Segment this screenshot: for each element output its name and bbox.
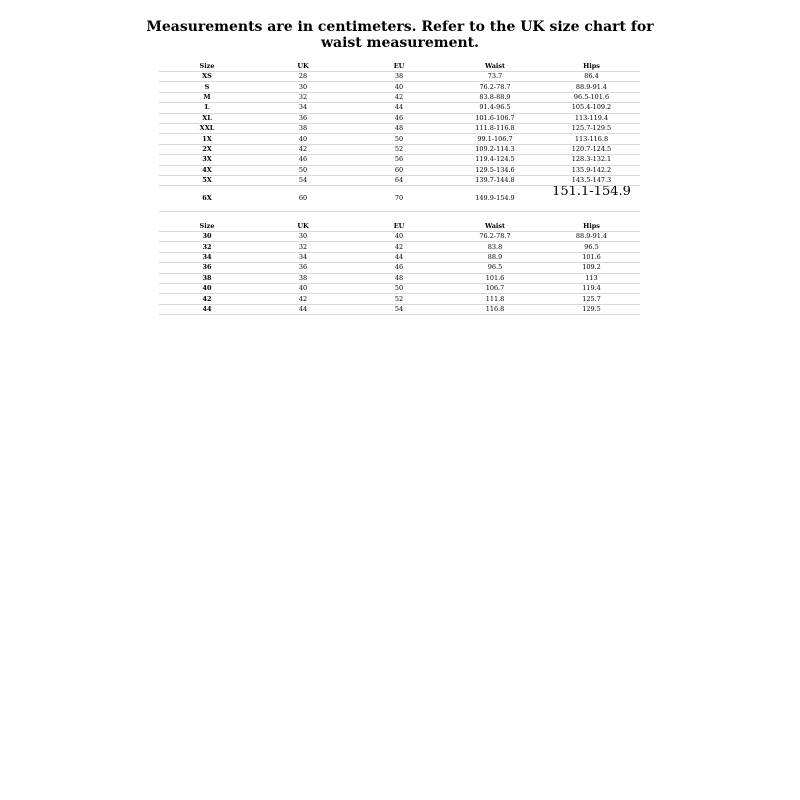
size-cell: 1X [159,134,255,144]
uk-cell: 54 [255,175,351,185]
size-cell: 30 [159,232,255,242]
column-header-hips: Hips [543,61,640,72]
column-header-eu: EU [351,221,447,232]
size-cell: L [159,103,255,113]
uk-cell: 36 [255,263,351,273]
table-row [159,155,640,165]
eu-cell: 50 [351,283,447,293]
size-cell: 42 [159,294,255,304]
table-row [159,283,640,293]
waist-cell: 109.2-114.3 [447,144,543,154]
hips-cell: 143.5-147.3 [543,175,640,185]
table-header-row [159,61,640,72]
size-cell: 32 [159,242,255,252]
eu-cell: 52 [351,144,447,154]
size-cell: XXL [159,123,255,133]
eu-cell: 42 [351,92,447,102]
waist-cell: 149.9-154.9 [447,186,543,212]
size-cell: 40 [159,283,255,293]
table-row [159,72,640,82]
hips-cell: 120.7-124.5 [543,144,640,154]
eu-cell: 40 [351,232,447,242]
size-cell: XL [159,113,255,123]
column-header-size: Size [159,221,255,232]
table-row [159,273,640,283]
waist-cell: 96.5 [447,263,543,273]
waist-cell: 129.5-134.6 [447,165,543,175]
hips-cell: 86.4 [543,72,640,82]
table-row [159,134,640,144]
uk-cell: 60 [255,186,351,212]
hips-cell: 129.5 [543,304,640,314]
hips-cell: 113-116.8 [543,134,640,144]
hips-cell: 88.9-91.4 [543,82,640,92]
column-header-hips: Hips [543,221,640,232]
eu-cell: 48 [351,273,447,283]
hips-cell: 135.9-142.2 [543,165,640,175]
size-cell: 34 [159,252,255,262]
size-cell: 3X [159,155,255,165]
uk-cell: 42 [255,144,351,154]
size-cell: 6X [159,186,255,212]
hips-cell: 105.4-109.2 [543,103,640,113]
uk-cell: 38 [255,273,351,283]
uk-cell: 38 [255,123,351,133]
waist-cell: 73.7 [447,72,543,82]
uk-cell: 30 [255,232,351,242]
eu-cell: 46 [351,263,447,273]
size-cell: 4X [159,165,255,175]
eu-cell: 40 [351,82,447,92]
hips-cell: 113 [543,273,640,283]
uk-cell: 34 [255,103,351,113]
size-cell: 44 [159,304,255,314]
table-row [159,186,640,212]
uk-cell: 32 [255,242,351,252]
page-title: Measurements are in centimeters. Refer to the UK size chart for waist measurement. [146,19,654,51]
table-row [159,113,640,123]
hips-cell: 151.1-154.9 [543,186,640,212]
eu-cell: 54 [351,304,447,314]
eu-cell: 42 [351,242,447,252]
table-header-row [159,221,640,232]
waist-cell: 101.6-106.7 [447,113,543,123]
eu-cell: 38 [351,72,447,82]
column-header-size: Size [159,61,255,72]
size-cell: 2X [159,144,255,154]
waist-cell: 76.2-78.7 [447,82,543,92]
table-row [159,165,640,175]
hips-cell: 96.5-101.6 [543,92,640,102]
table-row [159,175,640,185]
uk-cell: 28 [255,72,351,82]
column-header-eu: EU [351,61,447,72]
hips-cell: 125.7 [543,294,640,304]
eu-cell: 60 [351,165,447,175]
size-cell: 36 [159,263,255,273]
waist-cell: 88.9 [447,252,543,262]
eu-cell: 70 [351,186,447,212]
table-row [159,263,640,273]
table-row [159,103,640,113]
table-row [159,92,640,102]
numeric-size-table [159,221,640,315]
waist-cell: 111.8-116.8 [447,123,543,133]
hips-cell: 101.6 [543,252,640,262]
eu-cell: 56 [351,155,447,165]
table-row [159,144,640,154]
eu-cell: 48 [351,123,447,133]
column-header-uk: UK [255,221,351,232]
uk-cell: 50 [255,165,351,175]
size-cell: M [159,92,255,102]
uk-cell: 32 [255,92,351,102]
waist-cell: 116.8 [447,304,543,314]
column-header-uk: UK [255,61,351,72]
uk-cell: 46 [255,155,351,165]
uk-cell: 44 [255,304,351,314]
table-row [159,294,640,304]
eu-cell: 44 [351,103,447,113]
hips-cell: 125.7-129.5 [543,123,640,133]
waist-cell: 119.4-124.5 [447,155,543,165]
hips-cell: 109.2 [543,263,640,273]
hips-cell: 119.4 [543,283,640,293]
uk-cell: 40 [255,283,351,293]
hips-cell: 96.5 [543,242,640,252]
eu-cell: 46 [351,113,447,123]
waist-cell: 99.1-106.7 [447,134,543,144]
size-cell: S [159,82,255,92]
uk-cell: 30 [255,82,351,92]
waist-cell: 101.6 [447,273,543,283]
letter-size-table [159,61,640,212]
eu-cell: 50 [351,134,447,144]
size-cell: XS [159,72,255,82]
waist-cell: 111.8 [447,294,543,304]
eu-cell: 52 [351,294,447,304]
table-row [159,82,640,92]
uk-cell: 42 [255,294,351,304]
eu-cell: 64 [351,175,447,185]
waist-cell: 83.8 [447,242,543,252]
size-cell: 38 [159,273,255,283]
eu-cell: 44 [351,252,447,262]
size-cell: 5X [159,175,255,185]
table-row [159,232,640,242]
hips-cell: 128.3-132.1 [543,155,640,165]
uk-cell: 40 [255,134,351,144]
waist-cell: 83.8-88.9 [447,92,543,102]
uk-cell: 36 [255,113,351,123]
hips-cell: 88.9-91.4 [543,232,640,242]
table-row [159,123,640,133]
hips-cell: 113-119.4 [543,113,640,123]
waist-cell: 91.4-96.5 [447,103,543,113]
table-row [159,252,640,262]
column-header-waist: Waist [447,221,543,232]
table-row [159,304,640,314]
table-row [159,242,640,252]
waist-cell: 106.7 [447,283,543,293]
waist-cell: 139.7-144.8 [447,175,543,185]
column-header-waist: Waist [447,61,543,72]
uk-cell: 34 [255,252,351,262]
waist-cell: 76.2-78.7 [447,232,543,242]
